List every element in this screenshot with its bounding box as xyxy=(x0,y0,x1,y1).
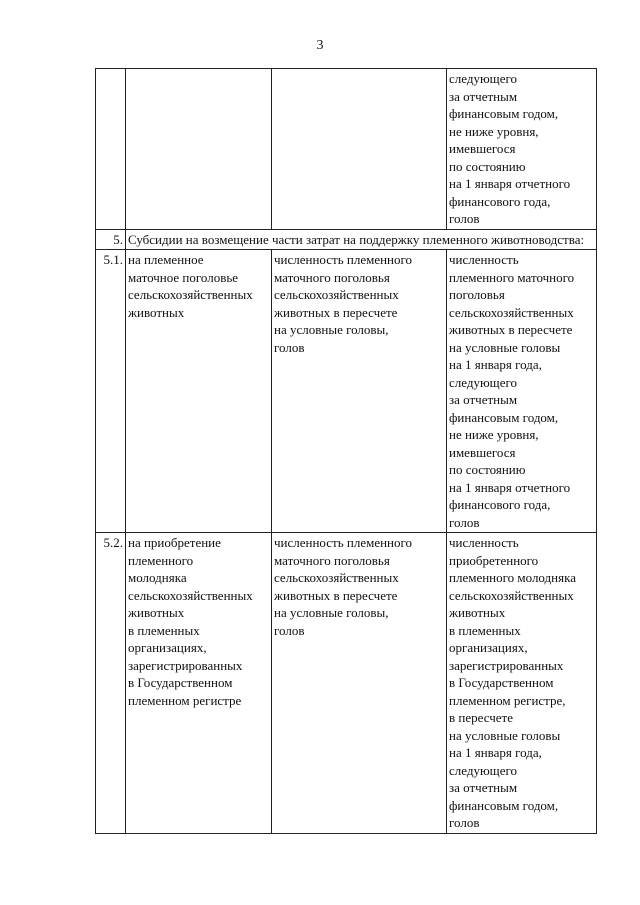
text-line: голов xyxy=(274,339,305,355)
text-line: маточное поголовье xyxy=(128,269,239,285)
cell-purpose xyxy=(126,533,272,834)
text-line: сельскохозяйственных xyxy=(274,287,399,302)
text-line: имевшегося xyxy=(449,444,516,460)
text-line: животных в пересчете xyxy=(274,304,398,320)
text-line: на условные головы, xyxy=(274,605,389,620)
cell-indicator xyxy=(272,69,447,230)
text-line: в племенных xyxy=(128,622,200,638)
text-line: на приобретение xyxy=(128,535,221,550)
page-number: 3 xyxy=(316,38,324,53)
text-line: маточного поголовья xyxy=(274,552,390,568)
text-line: животных в пересчете xyxy=(274,587,398,603)
cell-number: 5. xyxy=(96,229,126,250)
text-line: сельскохозяйственных xyxy=(128,587,253,603)
text-line: приобретенного xyxy=(449,552,539,568)
text-line: племенном регистре xyxy=(128,692,242,708)
text-line: молодняка xyxy=(128,570,187,585)
text-line: зарегистрированных xyxy=(449,657,564,673)
table-row-section-5 xyxy=(96,229,597,250)
cell-indicator xyxy=(272,250,447,533)
cell-result xyxy=(447,250,597,533)
table-row-5-1 xyxy=(96,250,597,533)
text-line: организациях, xyxy=(449,640,528,655)
text-line: численность племенного xyxy=(274,252,413,267)
text-line: финансовым годом, xyxy=(449,409,559,425)
text-line: животных xyxy=(449,605,506,620)
cell-number: 5.2. xyxy=(96,533,126,834)
text-line: организациях, xyxy=(128,640,207,655)
text-line: по состоянию xyxy=(449,158,526,174)
section-heading: Субсидии на возмещение части затрат на поддержку племенного животноводства: xyxy=(126,229,597,250)
text-line: животных xyxy=(128,605,185,620)
text-line: зарегистрированных xyxy=(128,657,243,673)
text-line: имевшегося xyxy=(449,141,516,156)
text-line: в пересчете xyxy=(449,710,513,725)
text-line: маточного поголовья xyxy=(274,269,390,285)
text-line: животных в пересчете xyxy=(449,322,573,337)
table-row-continuation xyxy=(96,69,597,230)
text-line: следующего xyxy=(449,762,517,778)
text-line: племенного молодняка xyxy=(449,570,576,585)
text-line: на 1 января года, xyxy=(449,745,542,760)
text-line: животных xyxy=(128,304,185,320)
text-line: за отчетным xyxy=(449,780,518,795)
text-line: поголовья xyxy=(449,287,505,302)
text-line: племенного маточного xyxy=(449,269,575,285)
text-line: не ниже уровня, xyxy=(449,427,539,442)
text-line: следующего xyxy=(449,71,517,86)
text-line: на условные головы xyxy=(449,727,561,743)
text-line: племенного xyxy=(128,552,194,568)
text-line: сельскохозяйственных xyxy=(128,287,253,302)
text-line: численность xyxy=(449,535,519,550)
text-line: по состоянию xyxy=(449,462,526,477)
text-line: голов xyxy=(449,815,480,830)
text-line: на племенное xyxy=(128,252,204,267)
text-line: на условные головы, xyxy=(274,322,389,337)
text-line: в Государственном xyxy=(128,675,233,690)
text-line: в племенных xyxy=(449,622,521,638)
cell-purpose xyxy=(126,250,272,533)
text-line: численность племенного xyxy=(274,535,413,550)
text-line: численность xyxy=(449,252,519,267)
text-line: сельскохозяйственных xyxy=(449,587,574,603)
cell-indicator xyxy=(272,533,447,834)
text-line: не ниже уровня, xyxy=(449,123,539,139)
text-line: финансового года, xyxy=(449,193,551,209)
text-line: на 1 января года, xyxy=(449,357,542,372)
text-line: голов xyxy=(449,514,480,530)
text-line: за отчетным xyxy=(449,88,518,104)
cell-purpose xyxy=(126,69,272,230)
cell-result xyxy=(447,69,597,230)
text-line: финансовым годом, xyxy=(449,797,559,813)
text-line: в Государственном xyxy=(449,675,554,690)
text-line: голов xyxy=(274,622,305,638)
text-line: сельскохозяйственных xyxy=(449,304,574,320)
table-row-5-2 xyxy=(96,533,597,834)
text-line: следующего xyxy=(449,374,517,390)
text-line: финансовым годом, xyxy=(449,106,559,121)
text-line: племенном регистре, xyxy=(449,692,566,708)
text-line: сельскохозяйственных xyxy=(274,570,399,585)
text-line: на условные головы xyxy=(449,339,561,355)
subsidy-table xyxy=(95,68,597,834)
cell-number: 5.1. xyxy=(96,250,126,533)
cell-result xyxy=(447,533,597,834)
text-line: на 1 января отчетного xyxy=(449,479,571,495)
text-line: голов xyxy=(449,211,480,226)
text-line: за отчетным xyxy=(449,392,518,407)
cell-number xyxy=(96,69,126,230)
text-line: финансового года, xyxy=(449,497,551,512)
text-line: на 1 января отчетного xyxy=(449,176,571,191)
